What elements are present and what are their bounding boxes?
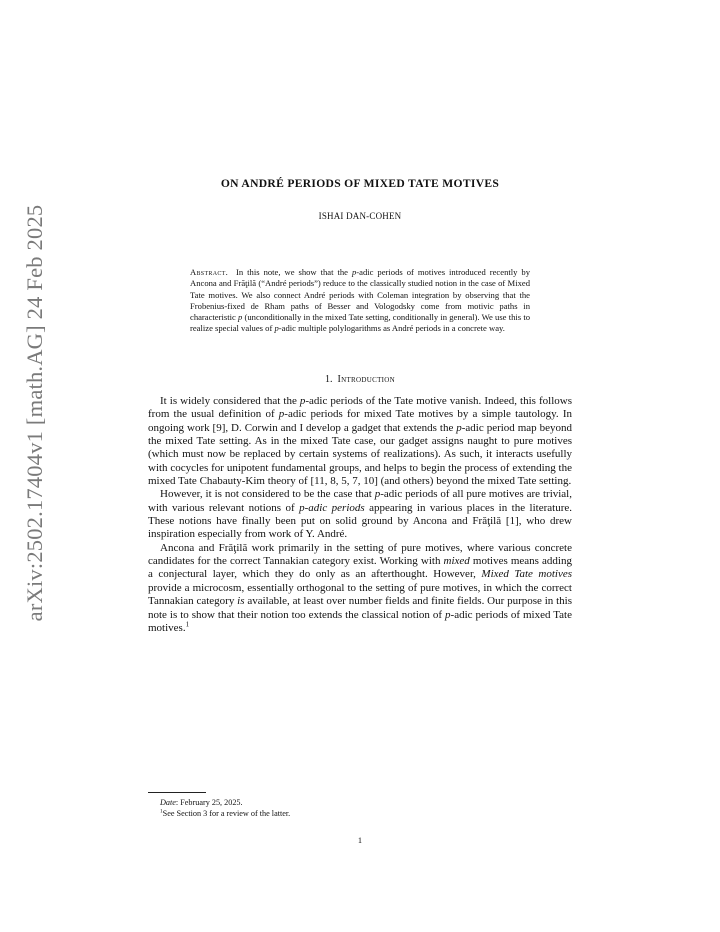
abstract-text: -adic periods of motives introduced recently by Ancona and Frăţilă (“André periods”) reduce to the classically studied notion in the case of Mixed Tate motives. We also connect André periods with Coleman integration by observing that the Frobenius-fixed de Rham paths of Besser and Vologodsky come from motivic paths in characteristic bbox=[190, 267, 531, 323]
math-run: p bbox=[278, 408, 285, 421]
footnote-1-mark: 1 bbox=[160, 808, 163, 815]
abstract-text: In this note, we show that the bbox=[236, 267, 352, 277]
abstract-label: Abstract. bbox=[190, 267, 229, 277]
math-run: p bbox=[456, 421, 462, 434]
section-heading bbox=[0, 374, 720, 385]
paper-title: ON ANDRÉ PERIODS OF MIXED TATE MOTIVES bbox=[220, 177, 500, 190]
footnotes bbox=[148, 797, 572, 819]
abstract bbox=[190, 267, 530, 335]
arxiv-sidebar-stamp bbox=[18, 205, 52, 620]
math-run: p bbox=[445, 608, 451, 621]
footnote-marker: 1 bbox=[185, 620, 190, 629]
paragraph bbox=[148, 395, 572, 488]
date-footnote bbox=[148, 797, 572, 808]
text-run: -adic period map beyond the mixed Tate setting. As in the mixed Tate case, our gadget assigns naught to pure motives (which must now be replaced by certain systems of realizations). As such, it interacts usefully with cocycles for unipotent fundamental groups, and helps to begin the process of extending the mixed Tate Chabauty-Kim theory of [11, 8, 5, 7, 10] (and others) beyond the mixed Tate setting. bbox=[148, 421, 572, 488]
date-value: : February 25, 2025. bbox=[175, 798, 243, 807]
text-run: -adic periods for mixed Tate motives by a simple tautology. In ongoing work [9], D. Corwin and I develop a gadget that extends the bbox=[148, 408, 572, 434]
paragraph bbox=[148, 542, 572, 635]
text-run: -adic periods of all pure motives are trivial, with various relevant notions of bbox=[148, 488, 572, 514]
abstract-math: p bbox=[238, 312, 243, 323]
abstract-text: (unconditionally in the mixed Tate setting, conditionally in general). We use this to realize special values of bbox=[190, 312, 531, 334]
text-run: However, it is not considered to be the case that bbox=[160, 488, 375, 501]
section-title: Introduction bbox=[337, 374, 395, 385]
abstract-text: -adic multiple polylogarithms as André periods in a concrete way. bbox=[278, 323, 505, 334]
text-run: appearing in various places in the literature. These notions have finally been put on solid ground by Ancona and Frăţilă [1], who drew inspiration especially from work of Y. André. bbox=[148, 501, 572, 541]
text-run: It is widely considered that the bbox=[160, 395, 300, 407]
abstract-math: p bbox=[274, 323, 279, 334]
text-run: motives means adding a conjectural layer, which they do only as an afterthought. However, bbox=[148, 555, 572, 581]
emphasis-run: is bbox=[237, 595, 245, 608]
paper-author: ISHAI DAN-COHEN bbox=[318, 211, 402, 221]
emphasis-run: mixed bbox=[443, 555, 470, 568]
section-number: 1. bbox=[325, 374, 333, 385]
footnote-1-text: See Section 3 for a review of the latter. bbox=[162, 809, 291, 818]
date-label: Date bbox=[160, 798, 176, 807]
text-run: -adic periods of mixed Tate motives. bbox=[148, 608, 572, 634]
text-run: available, at least over number fields and finite fields. Our purpose in this note is to show that their notion too extends the classical notion of bbox=[148, 595, 572, 621]
abstract-math: p bbox=[351, 267, 357, 277]
footnote-1 bbox=[148, 808, 572, 819]
body-text bbox=[148, 395, 572, 635]
math-run: p bbox=[374, 488, 381, 501]
emphasis-run: Mixed Tate motives bbox=[481, 568, 573, 581]
math-run: p bbox=[299, 395, 306, 407]
page-number: 1 bbox=[357, 836, 363, 845]
text-run: Ancona and Frăţilă work primarily in the setting of pure motives, where various concrete candidates for the correct Tannakian category exist. Working with bbox=[148, 541, 572, 568]
emphasis-run: p-adic periods bbox=[299, 501, 365, 514]
text-run: -adic periods of the Tate motive vanish. Indeed, this follows from the usual definition of bbox=[148, 395, 572, 421]
text-run: provide a microcosm, essentially orthogonal to the setting of pure motives, in which the correct Tannakian category bbox=[148, 581, 572, 608]
footnote-rule bbox=[148, 792, 206, 793]
arxiv-identifier: arXiv:2502.17404v1 [math.AG] 24 Feb 2025 bbox=[22, 204, 47, 621]
paragraph bbox=[148, 488, 572, 541]
